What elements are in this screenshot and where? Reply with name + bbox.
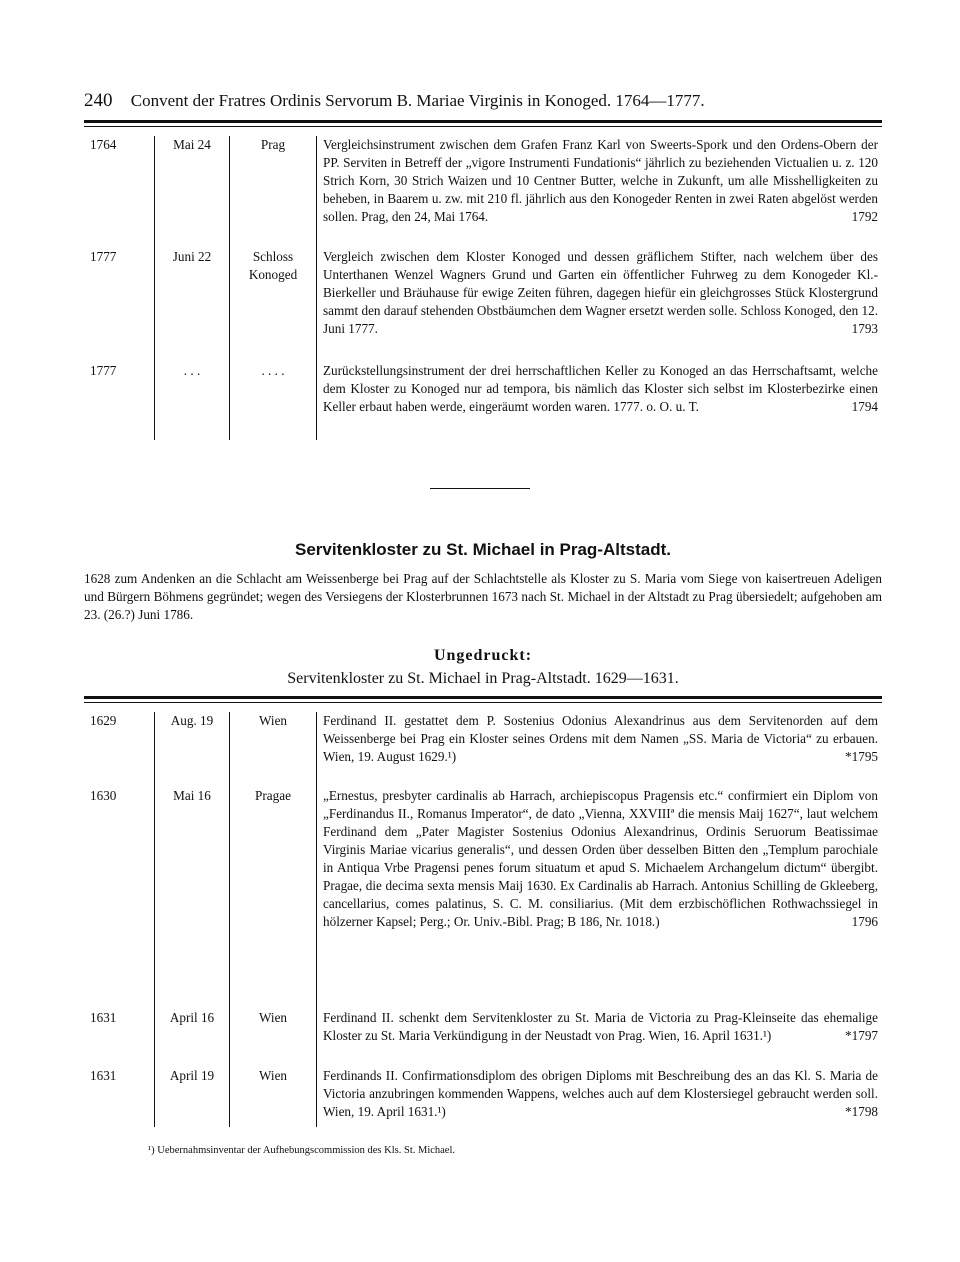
regest-number: *1798 [845, 1104, 878, 1119]
regest-text: Ferdinands II. Confirmationsdiplom des obrigen Diploms mit Beschreibung des an das Kl. S. Maria de Victoria anzubringen kommenden Wappens, welches auch auf dem Klostersiegel gebraucht werden soll. Wien, 19. April 1631.¹) [323, 1068, 878, 1119]
table2-rule [84, 696, 882, 699]
row-year: 1631 [90, 1068, 117, 1083]
table-row [84, 787, 882, 1009]
regest-text: Vergleichsinstrument zwischen dem Grafen Franz Karl von Sweerts-Spork und den Ordens-Obern der PP. Serviten in Betreff der „vigore Instrumenti Fundationis“ jährlich zu beziehenden Victualien u. z. 120 Strich Korn, 30 Strich Waizen und 10 Centner Butter, welche in Zukunft, um alle Misshelligkeiten zu beheben, in Baarem u. zw. mit 210 fl. jährlich aus den Konogeder Renten in zwei Raten abgelöst werden sollen. Prag, den 24, Mai 1764. [323, 137, 878, 224]
table-row [84, 712, 882, 787]
subheading-unprinted: Ungedruckt: [433, 647, 533, 664]
regest-text: Vergleich zwischen dem Kloster Konoged und dessen gräflichem Stifter, nach welchem über des Unterthanen Wenzel Wagners Grund und Garten ein öffentlicher Fuhrweg zu dem Konogeder Kl.-Bierkeller und Bräuhause für ewige Zeiten führen, dagegen hiefür ein gleichgrosses Stück Klostergrund sammt den darauf stehenden Obstbäumchen dem Wagner ersetzt werden solle. Schloss Konoged, den 12. Juni 1777. [323, 249, 878, 336]
charter-table-michael [84, 712, 882, 1127]
row-year: 1631 [90, 1010, 117, 1025]
table-row [84, 1009, 882, 1067]
row-place: Wien [230, 712, 317, 787]
regest-number: 1793 [851, 321, 878, 336]
row-date: Mai 16 [155, 787, 230, 1009]
subtitle: Servitenkloster zu St. Michael in Prag-Altstadt. 1629—1631. [287, 670, 679, 687]
row-year: 1764 [90, 137, 117, 152]
row-text [317, 1009, 883, 1067]
row-date: Juni 22 [155, 248, 230, 362]
running-title: Convent der Fratres Ordinis Servorum B. Mariae Virginis in Konoged. 1764—1777. [130, 91, 705, 110]
header-rule [84, 120, 882, 123]
table-row [84, 136, 882, 248]
row-place: . . . . [230, 362, 317, 440]
charter-table-konoged [84, 136, 882, 440]
row-text [317, 136, 883, 248]
row-text [317, 1067, 883, 1127]
regest-text: Zurückstellungsinstrument der drei herrschaftlichen Keller zu Konoged an das Herrschaftsamt, welche dem Kloster zu Konoged nur ad tempora, bis nämlich das Kloster sich selbst im Klosterbezirke einen Keller erbaut haben werde, eingeräumt worden waren. 1777. o. O. u. T. [323, 363, 878, 414]
table-row [84, 1067, 882, 1127]
row-year: 1777 [90, 363, 117, 378]
table-row [84, 248, 882, 362]
footnote: ¹) Uebernahmsinventar der Aufhebungscommission des Kls. St. Michael. [148, 1145, 456, 1156]
regest-number: *1795 [845, 749, 878, 764]
regest-text: „Ernestus, presbyter cardinalis ab Harrach, archiepiscopus Pragensis etc.“ confirmiert ein Diplom von „Ferdinandus II., Romanus Imperator“, de dato „Vienna, XXVIIIª die mensis Maij 1627“, laut welchem Ferdinand dem „Pater Magister Sostenius Odonius Alexandrinus, Ordinis Seruorum Beatissimae Virginis Mariae vicarius generalis“, und dessen Orden über desselben Bitten den „Templum parochiale in Antiqua Vrbe Pragensi penes forum situatum et apud S. Michaelem Archangelum dictum“ übergibt. Pragae, die decima sexta mensis Maij 1630. Ex Cardinalis ab Harrach. Antonius Schilling de Gkleeberg, cancellarius, comes palatinus, S. C. M. consiliarius. (Mit dem erzbischöflichen Rothwachssiegel in hölzerner Kapsel; Perg.; Or. Univ.-Bibl. Prag; B 186, Nr. 1018.) [323, 788, 878, 929]
row-year: 1630 [90, 788, 117, 803]
row-text [317, 362, 883, 440]
row-year: 1777 [90, 249, 117, 264]
table-row [84, 362, 882, 440]
section-title: Servitenkloster zu St. Michael in Prag-Altstadt. [295, 540, 671, 559]
row-text [317, 248, 883, 362]
regest-number: 1792 [851, 209, 878, 224]
row-date: April 19 [155, 1067, 230, 1127]
running-header [84, 90, 884, 112]
row-date: Aug. 19 [155, 712, 230, 787]
row-date: Mai 24 [155, 136, 230, 248]
row-place: Schloss Konoged [230, 248, 317, 362]
table2-rule-thin [84, 702, 882, 703]
regest-number: 1794 [851, 399, 878, 414]
page-number: 240 [84, 90, 113, 111]
row-date: . . . [155, 362, 230, 440]
row-text [317, 712, 883, 787]
header-rule-thin [84, 126, 882, 127]
row-place: Prag [230, 136, 317, 248]
section-intro: 1628 zum Andenken an die Schlacht am Weissenberge bei Prag auf der Schlachtstelle als Kloster zu S. Maria vom Siege von kaisertreuen Adeligen und Bürgern Böhmens gegründet; wegen des Versiegens der Klosterbrunnen 1673 nach St. Michael in der Altstadt zu Prag übersiedelt; aufgehoben am 23. (26.?) Juni 1786. [84, 571, 882, 622]
row-place: Pragae [230, 787, 317, 1009]
row-place: Wien [230, 1067, 317, 1127]
section-divider [430, 488, 530, 489]
row-text [317, 787, 883, 1009]
regest-text: Ferdinand II. gestattet dem P. Sostenius Odonius Alexandrinus aus dem Servitenorden auf dem Weissenberge bei Prag ein Kloster seines Ordens mit dem Namen „SS. Maria de Victoria“ zu erbauen. Wien, 19. August 1629.¹) [323, 713, 878, 764]
row-place: Wien [230, 1009, 317, 1067]
row-date: April 16 [155, 1009, 230, 1067]
regest-text: Ferdinand II. schenkt dem Servitenkloster zu St. Maria de Victoria zu Prag-Kleinseite das ehemalige Kloster zu St. Maria Verkündigung in der Neustadt von Prag. Wien, 16. April 1631.¹) [323, 1010, 878, 1043]
regest-number: 1796 [851, 914, 878, 929]
row-year: 1629 [90, 713, 117, 728]
regest-number: *1797 [845, 1028, 878, 1043]
